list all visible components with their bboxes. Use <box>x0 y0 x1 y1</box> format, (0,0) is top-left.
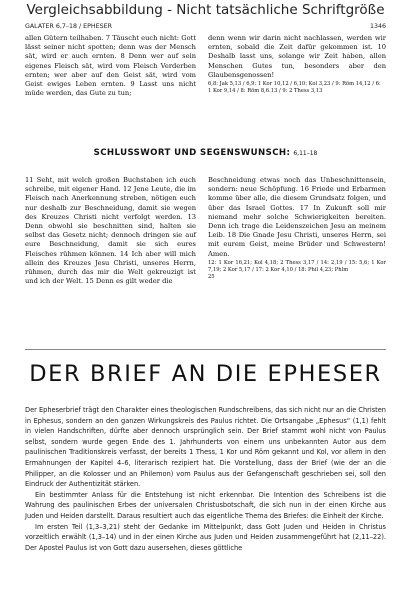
closing-column-right <box>208 176 386 281</box>
verse-text: allen Gütern teilhaben. 7 Täuscht euch nicht: Gott lässt seiner nicht spotten; denn was der Mensch sät, wird er auch ernten. 8 Denn wer auf sein eigenes Fleisch sät, wird vom Fleisch Verderben ernten; wer aber auf den Geist sät, wird vom Geist ewiges Leben ernten. 9 Lasst uns nicht müde werden, das Gute zu tun; <box>25 34 196 98</box>
comparison-banner: Vergleichsabbildung - Nicht tatsächliche Schriftgröße <box>26 2 385 18</box>
verse-text: Beschneidung etwas noch das Unbeschnittensein, sondern: neue Schöpfung. 16 Friede und Erbarmen komme über alle, die diesem Grundsatz folgen, und über das Israel Gottes. 17 In Zukunft soll mir niemand mehr solche Schwierigkeiten bereiten. Denn ich trage die Leidenszeichen Jesu an meinem Leib. 18 Die Gnade Jesu Christi, unseres Herrn, sei mit eurem Geist, meine Brüder und Schwestern! Amen. <box>208 176 386 258</box>
section-heading <box>0 148 411 158</box>
closing-column-left <box>25 176 196 286</box>
footnotes: 25 <box>208 274 215 281</box>
book-introduction <box>25 405 386 553</box>
footnotes: 6,8: Jak 5,13 / 6,9: 1 Kor 10,12 / 6,10: Kol 3,23 / 9: Röm 14,12 / 6: <box>208 81 381 88</box>
intro-paragraph: Im ersten Teil (1,3–3,21) steht der Gedanke im Mittelpunkt, dass Gott Juden und Heiden in Christus vorzeitlich erwählt (1,3–14) und in der einen Kirche aus Juden und Heiden zusammengeführt hat (2,11–22). Der Apostel Paulus ist von Gott dazu ausersehen, dieses göttliche <box>25 522 386 552</box>
page-number: 1346 <box>369 23 386 30</box>
intro-paragraph: Der Epheserbrief trägt den Charakter eines theologischen Rundschreibens, das sich nicht nur an die Christen in Ephesus, sondern an den ganzen Wirkungskreis des Paulus richtet. Die Ortsangabe „Ephesus“ (1,1) fehlt in vielen Handschriften, dürfte aber dennoch ursprünglich sein. Der Brief stammt wohl nicht von Paulus selbst, sondern wurde gegen Ende des 1. Jahrhunderts von einem uns unbekannten Autor aus dem paulinischen Traditionskreis verfasst, der bereits 1 Thess, 1 Kor und Röm gekannt und Kol, vor allem in den Ermahnungen der Kapitel 4–6, literarisch rezipiert hat. Die Vorstellung, dass der Brief (wie der an die Philipper, an die Kolosser und an Philemon) vom Paulus aus der Gefangenschaft geschrieben sei, soll den Eindruck der Authentizität stärken. <box>25 406 386 489</box>
running-head <box>25 22 386 32</box>
footnotes: 1 Kor 9,14 / 8: Röm 8,6.13 / 9: 2 Thess 3,13 <box>208 88 323 95</box>
verse-text: 11 Seht, mit welch großen Buchstaben ich euch schreibe, mit eigener Hand. 12 Jene Leute, die im Fleisch nach Anerkennung streben, nötigen euch nur deshalb zur Beschneidung, damit sie wegen des Kreuzes Christi nicht verfolgt werden. 13 Denn obwohl sie beschnitten sind, halten sie selbst das Gesetz nicht; dennoch dringen sie auf eure Beschneidung, damit sie sich eures Fleisches rühmen können. 14 Ich aber will mich allein des Kreuzes Jesu Christi, unseres Herrn, rühmen, durch das mir die Welt gekreuzigt ist und ich der Welt. 15 Denn es gilt weder die <box>25 176 196 286</box>
section-reference: 6,11–18 <box>293 150 318 157</box>
galater-column-right <box>208 34 386 95</box>
book-title: DER BRIEF AN DIE EPHESER <box>29 361 382 387</box>
running-head-title: GALATER 6,7–18 / EPHESER <box>25 23 113 30</box>
section-heading-text: SCHLUSSWORT UND SEGENSWUNSCH: <box>93 148 291 158</box>
footnotes: 12: 1 Kor 16,21; Kol 4,18; 2 Thess 3,17 / 14: 2,19 / 15: 5,6; 1 Kor 7,19; 2 Kor 5,17 / 17: 2 Kor 4,10 / 18: Phil 4,23; Phlm <box>208 259 386 274</box>
galater-column-left <box>25 34 196 98</box>
divider <box>25 349 386 350</box>
intro-paragraph: Ein bestimmter Anlass für die Entstehung ist nicht erkennbar. Die Intention des Schreibens ist die Wahrung des paulinischen Erbes der universalen Christusbotschaft, die sich nun in der einen Kirche aus Juden und Heiden darstellt. Daraus resultiert auch das eigentliche Thema des Briefes: die Einheit der Kirche. <box>25 490 386 520</box>
verse-text: denn wenn wir darin nicht nachlassen, werden wir ernten, sobald die Zeit dafür gekommen ist. 10 Deshalb lasst uns, solange wir Zeit haben, allen Menschen Gutes tun, besonders aber den Glaubensgenossen! <box>208 34 386 79</box>
